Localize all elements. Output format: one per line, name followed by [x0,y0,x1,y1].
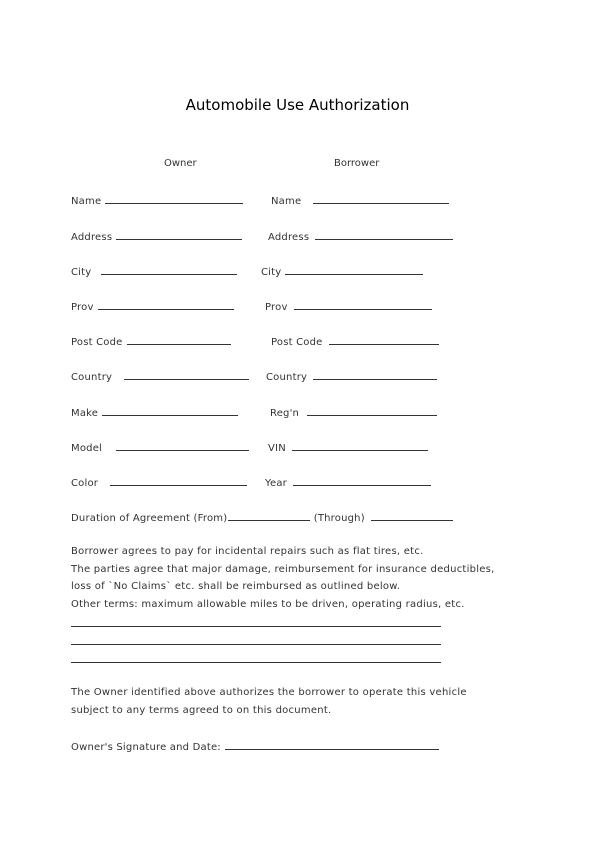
owner-address-field[interactable] [71,230,242,244]
owner-column-heading: Owner [164,158,197,169]
owner-name-label: Name [71,196,102,207]
owner-city-field[interactable] [71,265,237,279]
borrower-year-field[interactable] [265,476,431,490]
owner-model-label: Model [71,443,103,454]
duration-through-input-line[interactable] [371,511,453,521]
borrower-name-field[interactable] [271,194,449,208]
terms-line: loss of `No Claims` etc. shall be reimbursed as outlined below. [71,581,401,592]
owner-signature-label: Owner's Signature and Date: [71,742,221,753]
borrower-name-input-line[interactable] [313,194,449,204]
borrower-post-code-label: Post Code [271,337,323,348]
owner-color-label: Color [71,478,99,489]
owner-city-label: City [71,267,92,278]
borrower-regn-input-line[interactable] [307,406,437,416]
owner-address-input-line[interactable] [116,230,242,240]
owner-signature-input-line[interactable] [225,740,439,750]
owner-prov-label: Prov [71,302,94,313]
borrower-vin-label: VIN [268,443,286,454]
other-terms-blank-line[interactable] [71,626,441,627]
owner-address-label: Address [71,232,113,243]
terms-line: The parties agree that major damage, reimbursement for insurance deductibles, [71,563,495,575]
borrower-city-input-line[interactable] [285,265,423,275]
owner-prov-field[interactable] [71,300,234,314]
borrower-vin-input-line[interactable] [292,441,428,451]
owner-post-code-input-line[interactable] [127,335,231,345]
borrower-address-field[interactable] [268,230,453,244]
borrower-city-label: City [261,267,282,278]
owner-signature-field[interactable] [71,740,439,754]
duration-from-label: Duration of Agreement (From) [71,513,228,524]
borrower-address-label: Address [268,232,310,243]
owner-country-label: Country [71,372,113,383]
borrower-prov-label: Prov [265,302,288,313]
borrower-column-heading: Borrower [334,158,380,169]
borrower-prov-input-line[interactable] [294,300,432,310]
authorization-line: The Owner identified above authorizes the borrower to operate this vehicle [71,687,467,698]
owner-post-code-field[interactable] [71,335,231,349]
owner-prov-input-line[interactable] [98,300,234,310]
duration-from-input-line[interactable] [228,511,310,521]
owner-color-input-line[interactable] [110,476,247,486]
other-terms-blank-line[interactable] [71,644,441,645]
other-terms-blank-line[interactable] [71,662,441,663]
borrower-prov-field[interactable] [265,300,432,314]
authorization-line: subject to any terms agreed to on this document. [71,704,332,716]
owner-post-code-label: Post Code [71,337,123,348]
borrower-address-input-line[interactable] [315,230,453,240]
terms-paragraph [71,543,495,613]
borrower-post-code-input-line[interactable] [329,335,439,345]
owner-make-label: Make [71,408,99,419]
owner-name-field[interactable] [71,194,243,208]
owner-model-field[interactable] [71,441,249,455]
borrower-country-label: Country [266,372,308,383]
owner-make-input-line[interactable] [102,406,238,416]
borrower-name-label: Name [271,196,302,207]
borrower-year-label: Year [265,478,287,489]
borrower-regn-label: Reg'n [270,408,300,419]
owner-country-input-line[interactable] [124,370,249,380]
borrower-year-input-line[interactable] [293,476,431,486]
terms-line: Borrower agrees to pay for incidental repairs such as flat tires, etc. [71,546,424,557]
owner-model-input-line[interactable] [116,441,249,451]
borrower-regn-field[interactable] [270,406,437,420]
authorization-paragraph [71,684,467,719]
owner-city-input-line[interactable] [101,265,237,275]
borrower-country-field[interactable] [266,370,437,384]
terms-line: Other terms: maximum allowable miles to be driven, operating radius, etc. [71,598,465,610]
borrower-city-field[interactable] [261,265,423,279]
borrower-post-code-field[interactable] [271,335,439,349]
owner-country-field[interactable] [71,370,249,384]
owner-color-field[interactable] [71,476,247,490]
owner-make-field[interactable] [71,406,238,420]
duration-field [71,511,453,525]
duration-through-label: (Through) [313,513,365,524]
borrower-country-input-line[interactable] [313,370,437,380]
owner-name-input-line[interactable] [105,194,243,204]
borrower-vin-field[interactable] [268,441,428,455]
form-title: Automobile Use Authorization [185,96,410,114]
